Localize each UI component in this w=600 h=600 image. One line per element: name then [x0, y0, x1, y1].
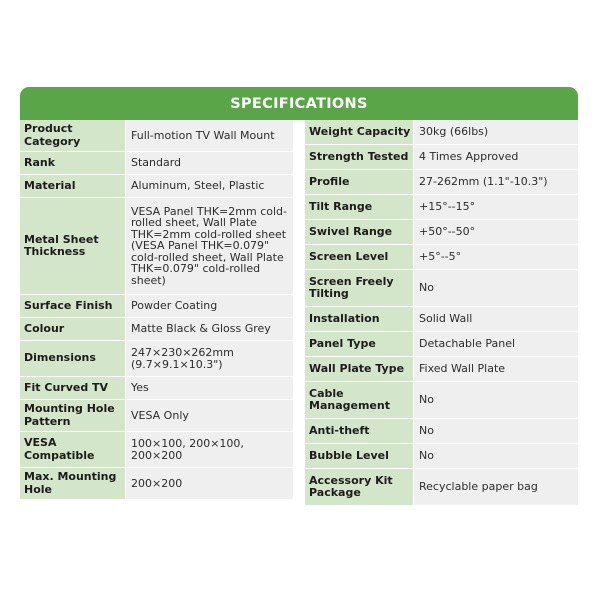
spec-label: Panel Type — [305, 332, 413, 356]
spec-label: Product Category — [20, 120, 125, 151]
spec-value: 200×200 — [126, 468, 293, 499]
spec-row-weight-capacity — [305, 120, 578, 144]
spec-label: Colour — [20, 318, 125, 340]
spec-row-dimensions — [20, 341, 293, 376]
spec-value: Yes — [126, 377, 293, 399]
spec-row-screen-level — [305, 245, 578, 269]
spec-row-material — [20, 175, 293, 197]
spec-label: Max. Mounting Hole — [20, 468, 125, 499]
spec-label: Swivel Range — [305, 220, 413, 244]
spec-label: Accessory Kit Package — [305, 469, 413, 505]
spec-row-swivel-range — [305, 220, 578, 244]
spec-row-fit-curved-tv — [20, 377, 293, 399]
spec-row-strength-tested — [305, 145, 578, 169]
spec-value: VESA Only — [126, 400, 293, 431]
spec-label: Tilt Range — [305, 195, 413, 219]
spec-value: VESA Panel THK=2mm cold-rolled sheet, Wall Plate THK=2mm cold-rolled sheet (VESA Panel THK=0.079" cold-rolled sheet, Wall Plate THK=0.079" cold-rolled sheet) — [126, 198, 293, 294]
spec-value: 27-262mm (1.1"-10.3") — [414, 170, 578, 194]
right-spec-column — [305, 120, 578, 506]
spec-value: Powder Coating — [126, 295, 293, 317]
spec-label: Dimensions — [20, 341, 125, 376]
spec-row-panel-type — [305, 332, 578, 356]
spec-label: Weight Capacity — [305, 120, 413, 144]
spec-value: No — [414, 270, 578, 306]
spec-label: Strength Tested — [305, 145, 413, 169]
spec-label: VESA Compatible — [20, 432, 125, 467]
spec-row-colour — [20, 318, 293, 340]
spec-value: Matte Black & Gloss Grey — [126, 318, 293, 340]
spec-value: Solid Wall — [414, 307, 578, 331]
spec-row-product-category — [20, 120, 293, 151]
spec-row-accessory-kit-package — [305, 469, 578, 505]
spec-value: +15°--15° — [414, 195, 578, 219]
specifications-title: SPECIFICATIONS — [20, 87, 578, 120]
spec-row-bubble-level — [305, 444, 578, 468]
spec-label: Metal Sheet Thickness — [20, 198, 125, 294]
spec-row-profile — [305, 170, 578, 194]
spec-value: Fixed Wall Plate — [414, 357, 578, 381]
spec-row-surface-finish — [20, 295, 293, 317]
spec-row-mounting-hole-pattern — [20, 400, 293, 431]
spec-value: 30kg (66lbs) — [414, 120, 578, 144]
spec-value: 4 Times Approved — [414, 145, 578, 169]
spec-label: Surface Finish — [20, 295, 125, 317]
spec-row-installation — [305, 307, 578, 331]
spec-row-vesa-compatible — [20, 432, 293, 467]
spec-row-cable-management — [305, 382, 578, 418]
left-spec-column — [20, 120, 293, 500]
spec-row-screen-freely-tilting — [305, 270, 578, 306]
spec-value: +50°--50° — [414, 220, 578, 244]
spec-value: Detachable Panel — [414, 332, 578, 356]
spec-value: Aluminum, Steel, Plastic — [126, 175, 293, 197]
spec-label: Anti-theft — [305, 419, 413, 443]
spec-value: Full-motion TV Wall Mount — [126, 120, 293, 151]
spec-row-anti-theft — [305, 419, 578, 443]
spec-label: Bubble Level — [305, 444, 413, 468]
spec-label: Screen Level — [305, 245, 413, 269]
spec-value: No — [414, 444, 578, 468]
spec-value: Recyclable paper bag — [414, 469, 578, 505]
spec-value: No — [414, 419, 578, 443]
spec-label: Mounting Hole Pattern — [20, 400, 125, 431]
spec-label: Installation — [305, 307, 413, 331]
spec-row-metal-sheet-thickness — [20, 198, 293, 294]
spec-row-tilt-range — [305, 195, 578, 219]
spec-label: Cable Management — [305, 382, 413, 418]
spec-value: +5°--5° — [414, 245, 578, 269]
spec-row-rank — [20, 152, 293, 174]
spec-value: 247×230×262mm (9.7×9.1×10.3") — [126, 341, 293, 376]
spec-label: Material — [20, 175, 125, 197]
spec-value: Standard — [126, 152, 293, 174]
spec-label: Profile — [305, 170, 413, 194]
spec-label: Fit Curved TV — [20, 377, 125, 399]
spec-label: Screen Freely Tilting — [305, 270, 413, 306]
spec-row-max-mounting-hole — [20, 468, 293, 499]
spec-row-wall-plate-type — [305, 357, 578, 381]
spec-label: Rank — [20, 152, 125, 174]
spec-label: Wall Plate Type — [305, 357, 413, 381]
spec-value: No — [414, 382, 578, 418]
spec-value: 100×100, 200×100, 200×200 — [126, 432, 293, 467]
